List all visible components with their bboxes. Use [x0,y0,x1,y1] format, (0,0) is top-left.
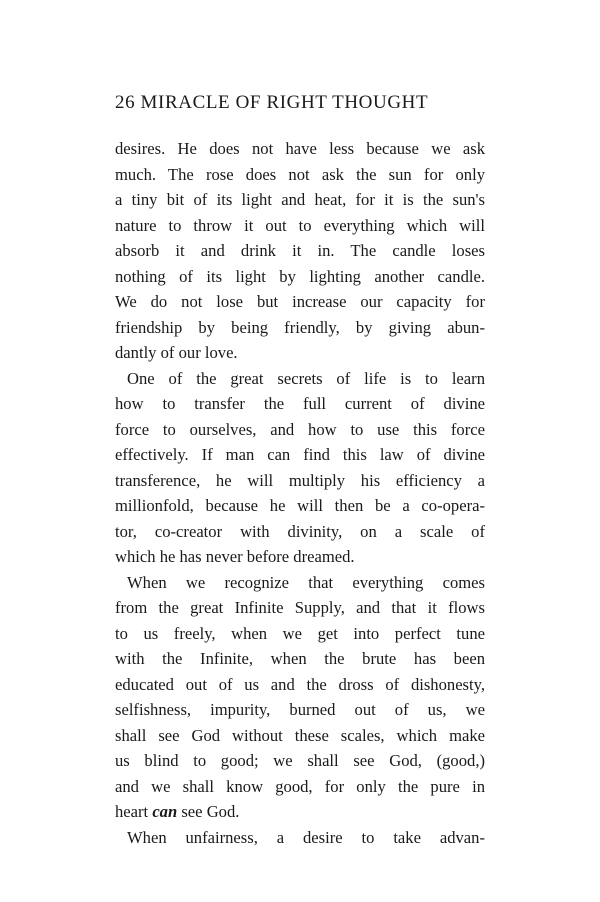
text-line: which he has never before dreamed. [115,547,355,566]
text-line: force to ourselves, and how to use this force [115,419,485,439]
text-line: with the Infinite, when the brute has been [115,649,485,668]
text-line: When unfairness, a desire to take advan- [127,827,485,847]
text-line: transference, he will multiply his efficiency a [115,470,485,490]
text-line: millionfold, because he will then be a co-opera- [115,496,485,515]
text-line: When we recognize that everything comes [127,572,485,592]
text-line: nature to throw it out to everything which will [115,215,485,235]
text-line: how to transfer the full current of divine [115,394,485,413]
text-line: from the great Infinite Supply, and that it flows [115,598,485,617]
text-line: absorb it and drink it in. The candle loses [115,241,485,260]
text-line: effectively. If man can find this law of divine [115,445,485,464]
text-line: selfishness, impurity, burned out of us, we [115,700,485,719]
text-line: a tiny bit of its light and heat, for it is the sun's [115,190,485,209]
text-line: friendship by being friendly, by giving abun- [115,317,485,337]
text-line: shall see God without these scales, which make [115,725,485,745]
text-line: much. The rose does not ask the sun for only [115,164,485,184]
text-line: desires. He does not have less because we ask [115,139,485,158]
text-line: One of the great secrets of life is to learn [127,368,485,388]
emphasis: can [152,802,178,821]
text-line: educated out of us and the dross of dishonesty, [115,674,485,694]
text-line: dantly of our love. [115,343,238,362]
text-line: and we shall know good, for only the pure in [115,776,485,796]
running-header: 26 MIRACLE OF RIGHT THOUGHT [115,92,429,113]
text-line: tor, co-creator with divinity, on a scale of [115,521,485,541]
text-line: us blind to good; we shall see God, (good,) [115,751,485,770]
text-line: heart can see God. [115,802,240,821]
text-line: nothing of its light by lighting another candle. [115,266,485,286]
text-line: to us freely, when we get into perfect tune [115,623,485,643]
body-text [115,136,485,850]
text-line: We do not lose but increase our capacity for [115,292,485,311]
